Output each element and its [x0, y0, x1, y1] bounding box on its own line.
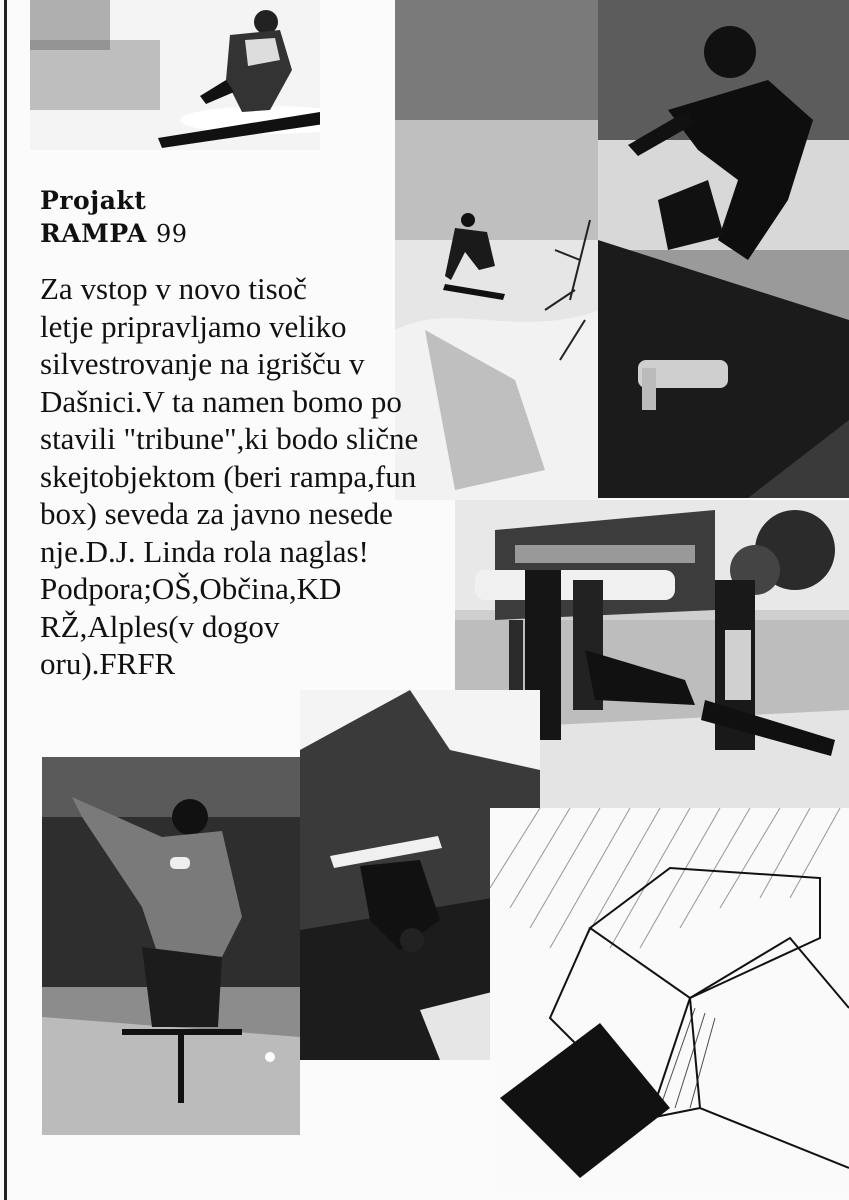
rail-trick-photo — [42, 757, 300, 1135]
text-line: Za vstop v novo tisoč — [40, 271, 307, 306]
title-block — [40, 186, 188, 252]
title-rampa-word: RAMPA — [40, 219, 147, 248]
text-line: oru).FRFR — [40, 646, 176, 681]
text-line: nje.D.J. Linda rola naglas! — [40, 533, 369, 569]
text-line: letje pripravljamo veliko — [40, 308, 347, 344]
text-line: box) seveda za javno nesede — [40, 496, 393, 531]
text-line: silvestrovanje na igrišču v — [40, 346, 365, 381]
announcement-text — [40, 270, 500, 683]
title-year: 99 — [155, 220, 188, 248]
title-rampa — [40, 216, 188, 252]
text-line: RŽ,Alples(v dogov — [40, 608, 280, 644]
text-line: skejtobjektom (beri rampa,fun — [40, 458, 417, 494]
title-projakt: Projakt — [40, 186, 147, 215]
ramp-jump-photo — [598, 0, 849, 498]
ramp-sketch-drawing — [490, 808, 849, 1193]
snowboarder-top-left-photo — [30, 0, 320, 150]
text-line: stavili "tribune",ki bodo slične — [40, 421, 419, 456]
page-edge-line — [4, 0, 7, 1200]
text-line: Dašnici.V ta namen bomo po — [40, 383, 402, 419]
text-line: Podpora;OŠ,Občina,KD — [40, 571, 342, 606]
